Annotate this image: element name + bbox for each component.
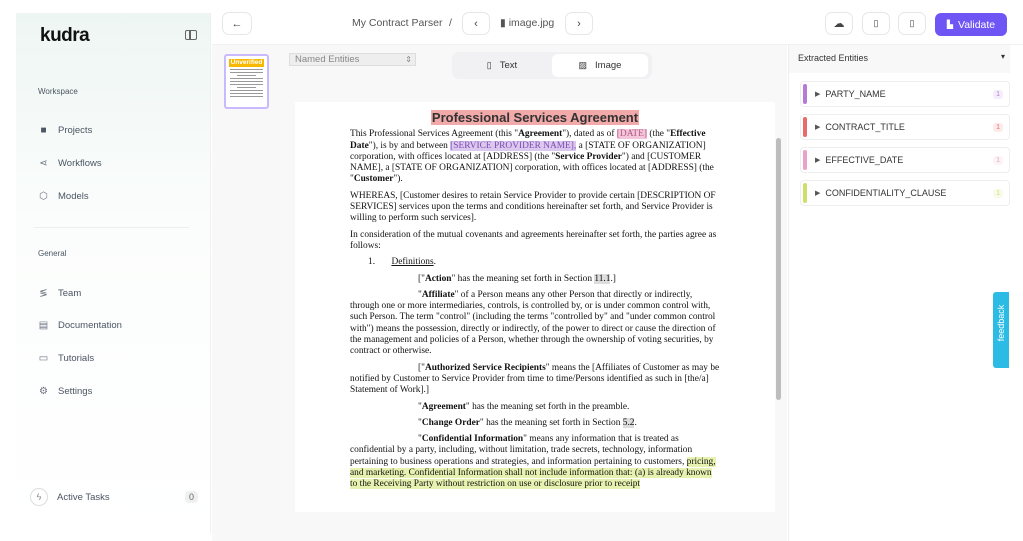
- chevron-right-icon: ›: [577, 17, 581, 30]
- document-paragraph: [350, 434, 720, 490]
- bold-term: Authorized Service Recipients: [424, 362, 546, 373]
- sidebar: [16, 13, 211, 533]
- document-paragraph: [350, 363, 720, 397]
- text: " means any information that is treated as confidential by a party, including, without limitation, trade secrets, technology, information pertaining to business operations and strategies, and information pertaining to customers,: [350, 434, 693, 467]
- highlight-effective-date[interactable]: [DATE]: [616, 129, 647, 140]
- nav-label: Models: [58, 191, 89, 202]
- document-paragraph: [350, 129, 720, 185]
- highlight-contract-title[interactable]: Professional Services Agreement: [431, 110, 639, 125]
- bold-term: Change Order: [421, 417, 480, 428]
- file-icon: ▮: [500, 17, 506, 29]
- current-file: [500, 17, 554, 29]
- nav-label: Projects: [58, 125, 93, 136]
- folder-icon: ■: [40, 125, 47, 136]
- document-paragraph: [350, 402, 720, 413]
- nav-label: Team: [58, 288, 82, 299]
- validate-icon: ▙: [946, 20, 953, 29]
- entity-label: EFFECTIVE_DATE: [825, 155, 904, 165]
- arrow-left-icon: ←: [231, 17, 243, 30]
- text: " has the meaning set forth in the preamble.: [465, 401, 630, 412]
- scrollbar[interactable]: [776, 138, 781, 400]
- bold-term: Agreement: [518, 129, 563, 140]
- section-ref: 5.2: [622, 417, 635, 428]
- entity-row[interactable]: [800, 147, 1010, 173]
- entity-label: CONFIDENTIALITY_CLAUSE: [825, 188, 947, 198]
- view-tabs: [452, 52, 652, 79]
- chevron-left-icon: ‹: [474, 17, 478, 30]
- excel-file-icon: ▯: [873, 18, 879, 28]
- entity-color-bar: [803, 84, 807, 104]
- text: " has the meaning set forth in Section: [479, 417, 623, 428]
- sidebar-item-team[interactable]: [38, 288, 81, 299]
- text: a [STATE OF ORGANIZATION] corporation, with offices located at [ADDRESS] (the ": [350, 140, 706, 162]
- gear-icon: ⚙: [39, 386, 48, 397]
- bold-term: Customer: [353, 174, 394, 185]
- sidebar-item-projects[interactable]: [38, 125, 92, 136]
- validate-label: Validate: [957, 18, 996, 31]
- cloud-download-icon: ☁: [833, 18, 845, 30]
- document-title: [350, 112, 720, 123]
- export-document-button[interactable]: [898, 12, 926, 35]
- document-paragraph: [350, 191, 720, 225]
- team-icon: ≶: [39, 288, 48, 299]
- divider: [34, 227, 189, 228]
- sidebar-toggle-icon[interactable]: [185, 30, 197, 40]
- bold-term: Service Provider: [555, 151, 622, 162]
- entity-row[interactable]: [800, 114, 1010, 140]
- document-paragraph: [350, 418, 720, 429]
- entity-color-bar: [803, 117, 807, 137]
- bold-term: Effective Date: [350, 129, 706, 151]
- active-tasks-count: 0: [185, 491, 198, 503]
- document-paragraph: [350, 230, 720, 253]
- entity-count: 1: [993, 90, 1003, 99]
- text: "), is by and between: [368, 140, 451, 151]
- text: " of a Person means any other Person that directly or indirectly, through one or more intermediaries, controls, is controlled by, or is under common control with, such Person. The term "control" (including the terms "controlled by" and "under common control with") means the possession, directly or indirectly, of the power to direct or cause the direction of the management and policies of a Person, whether through the ownership of voting securities, by contract or otherwise.: [350, 289, 716, 357]
- text: "), dated as of: [562, 129, 617, 140]
- bold-term: Agreement: [421, 401, 466, 412]
- text: ": [418, 401, 422, 412]
- caret-right-icon[interactable]: ▶: [815, 157, 821, 164]
- highlight-confidentiality-clause[interactable]: pricing, and marketing. Confidential Information shall not include information that: (a) is already known to the Receiving Party without restriction on use or disclosure prior to receipt: [350, 456, 716, 490]
- text: ": [418, 417, 422, 428]
- section-workspace: Workspace: [38, 87, 78, 96]
- page-thumbnail[interactable]: [224, 54, 269, 109]
- nav-label: Workflows: [58, 158, 102, 169]
- text-file-icon: ▯: [486, 60, 492, 70]
- tab-label: Image: [595, 60, 622, 71]
- text: 1.: [368, 257, 392, 268]
- document-page: [295, 102, 775, 512]
- caret-right-icon[interactable]: ▶: [815, 190, 821, 197]
- active-tasks-label: Active Tasks: [57, 491, 110, 503]
- caret-right-icon[interactable]: ▶: [815, 91, 821, 98]
- active-tasks[interactable]: [30, 488, 198, 506]
- book-icon: ▤: [38, 320, 49, 331]
- entity-color-bar: [803, 150, 807, 170]
- feedback-tab[interactable]: [993, 292, 1009, 368]
- bold-term: Confidential Information: [421, 434, 524, 445]
- validate-button[interactable]: [935, 13, 1007, 36]
- cube-icon: ⬡: [39, 191, 48, 202]
- text: .: [634, 417, 637, 428]
- prev-file-button[interactable]: [462, 12, 490, 35]
- unverified-badge: Unverified: [230, 59, 263, 66]
- export-excel-button[interactable]: [862, 12, 890, 35]
- entity-row[interactable]: [800, 180, 1010, 206]
- entities-header[interactable]: Extracted Entities ▾: [789, 45, 1010, 73]
- nav-label: Tutorials: [58, 353, 95, 364]
- nav-label: Documentation: [58, 320, 122, 331]
- entity-count: 1: [993, 189, 1003, 198]
- text: This Professional Services Agreement (this ": [350, 129, 519, 140]
- download-button[interactable]: [825, 12, 853, 35]
- laptop-icon: ▭: [38, 353, 49, 364]
- document-paragraph: [350, 257, 720, 268]
- text: ") and [CUSTOMER NAME], a [STATE OF ORGANIZATION] corporation, with offices located at [ADDRESS] (the ": [350, 151, 714, 185]
- sidebar-item-settings[interactable]: [38, 386, 92, 397]
- text: .: [433, 257, 436, 268]
- tab-image[interactable]: [552, 54, 648, 77]
- text: ": [418, 434, 422, 445]
- document-paragraph: [350, 290, 720, 358]
- entity-count: 1: [993, 123, 1003, 132]
- nav-label: Settings: [58, 386, 93, 397]
- highlight-party-name[interactable]: [SERVICE PROVIDER NAME],: [450, 140, 577, 151]
- entity-type-select[interactable]: Named Entities ⇕: [289, 53, 416, 66]
- document-icon: ▯: [909, 18, 915, 28]
- bold-term: Affiliate: [421, 289, 455, 300]
- section-general: General: [38, 249, 67, 258]
- tab-text[interactable]: [454, 54, 550, 77]
- sidebar-item-workflows[interactable]: [38, 158, 102, 169]
- file-name: image.jpg: [508, 17, 555, 29]
- entity-label: CONTRACT_TITLE: [825, 122, 905, 132]
- back-button[interactable]: [222, 12, 252, 35]
- document-paragraph: [350, 274, 720, 285]
- kudra-logo[interactable]: kudra: [40, 25, 90, 46]
- text: In consideration of the mutual covenants and agreements hereinafter set forth, the parties agree as follows:: [350, 229, 717, 251]
- text: WHEREAS, [Customer desires to retain Service Provider to provide certain [DESCRIPTION OF SERVICES] services upon the terms and conditions hereinafter set forth, and Service Provider is willing to perform such services].: [350, 190, 716, 224]
- heading: Definitions: [391, 257, 434, 268]
- bold-term: Action: [424, 273, 452, 284]
- text: ": [418, 289, 422, 300]
- caret-right-icon[interactable]: ▶: [815, 124, 821, 131]
- text: [": [418, 362, 425, 373]
- workflow-icon: ⋖: [39, 158, 48, 169]
- entity-count: 1: [993, 156, 1003, 165]
- text: [": [418, 273, 425, 284]
- section-ref: 11.1: [594, 273, 611, 284]
- entity-label: PARTY_NAME: [825, 89, 886, 99]
- entities-panel: [788, 45, 1010, 541]
- sidebar-item-documentation[interactable]: [38, 320, 122, 331]
- text: (the ": [647, 129, 671, 140]
- next-file-button[interactable]: [565, 12, 593, 35]
- breadcrumb-project[interactable]: My Contract Parser: [352, 17, 443, 29]
- text: ").: [393, 174, 403, 185]
- entity-row[interactable]: [800, 81, 1010, 107]
- tab-label: Text: [499, 60, 518, 71]
- breadcrumb-separator: /: [449, 17, 452, 29]
- text: " has the meaning set forth in Section: [451, 273, 595, 284]
- sidebar-item-models[interactable]: [38, 191, 89, 202]
- entity-color-bar: [803, 183, 807, 203]
- lightning-icon: ϟ: [30, 488, 48, 506]
- feedback-label: feedback: [996, 304, 1006, 342]
- text: .]: [610, 273, 616, 284]
- image-icon: ▨: [578, 60, 588, 70]
- sidebar-item-tutorials[interactable]: [38, 353, 94, 364]
- text: " means the [Affiliates of Customer as may be notified by Customer to Service Provider from time to time/Persons identified as such in [the/a] Statement of Work].]: [350, 362, 720, 396]
